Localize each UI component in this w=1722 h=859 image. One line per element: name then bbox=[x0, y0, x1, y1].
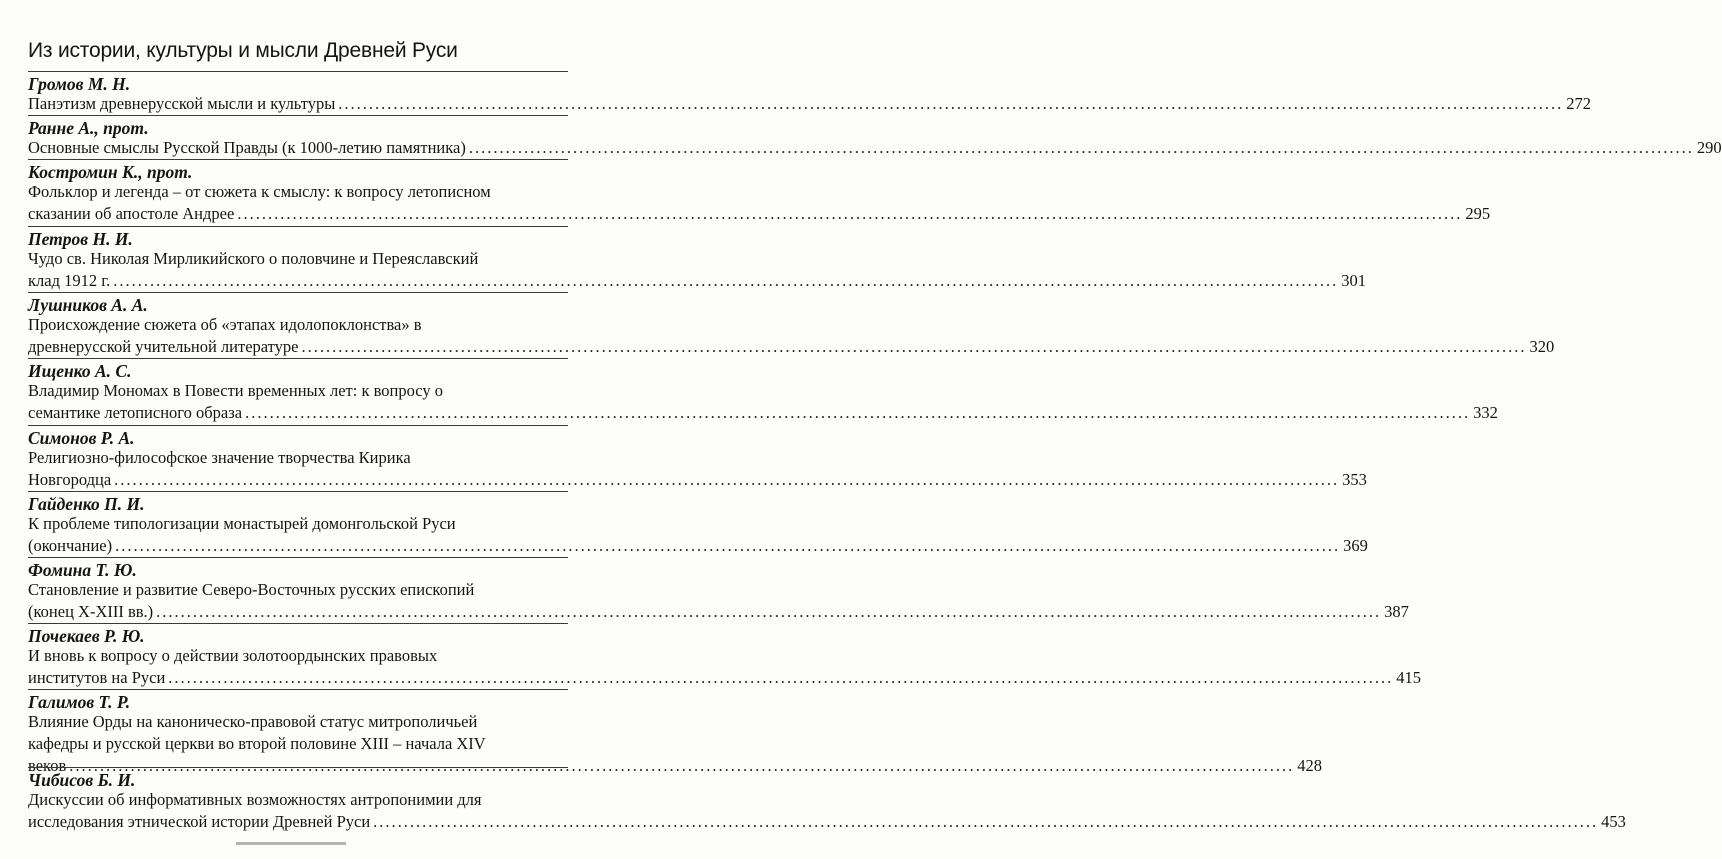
entry-title-line: Влияние Орды на каноническо-правовой статус митрополичьей bbox=[28, 712, 478, 731]
entry-author: Почекаев Р. Ю. bbox=[28, 626, 145, 646]
entry-divider bbox=[28, 491, 568, 492]
entry-title bbox=[28, 579, 1409, 623]
dot-leader: ........................................................................................................................................................................................................ bbox=[115, 536, 1341, 555]
dot-leader: ........................................................................................................................................................................................................ bbox=[338, 94, 1564, 113]
page-number: 353 bbox=[1342, 470, 1367, 489]
entry-title-last-line bbox=[28, 203, 1491, 225]
entry-title-line: Владимир Мономах в Повести временных лет: к вопросу о bbox=[28, 381, 444, 400]
dot-leader: ........................................................................................................................................................................................................ bbox=[468, 138, 1694, 157]
entry-title-line: Происхождение сюжета об «этапах идолопоклонства» в bbox=[28, 315, 422, 334]
entry-author: Костромин К., прот. bbox=[28, 162, 193, 182]
entry-title-line: Основные смыслы Русской Правды (к 1000-летию памятника) bbox=[28, 138, 466, 157]
entry-divider bbox=[28, 358, 568, 359]
entry-title-line: сказании об апостоле Андрее bbox=[28, 204, 235, 223]
cropped-footer-text bbox=[236, 842, 346, 852]
entry-title bbox=[28, 380, 1498, 424]
page-number: 453 bbox=[1601, 812, 1626, 831]
entry-author: Гайденко П. И. bbox=[28, 494, 145, 514]
entry-title-last-line bbox=[28, 811, 1626, 833]
entry-title-last-line bbox=[28, 535, 1368, 557]
entry-title bbox=[28, 447, 1367, 491]
entry-title-line: веков bbox=[28, 756, 67, 775]
entry-author: Симонов Р. А. bbox=[28, 428, 135, 448]
entry-author: Фомина Т. Ю. bbox=[28, 560, 137, 580]
page-number: 301 bbox=[1341, 271, 1367, 290]
entry-author: Ранне А., прот. bbox=[28, 118, 149, 138]
entry-title-line: Новгородца bbox=[28, 470, 112, 489]
entry-divider bbox=[28, 115, 568, 116]
entry-title-last-line bbox=[28, 469, 1367, 491]
entry-author: Чибисов Б. И. bbox=[28, 770, 136, 790]
entry-title-last-line bbox=[28, 336, 1555, 358]
entry-title bbox=[28, 93, 1592, 115]
entry-divider bbox=[28, 557, 568, 558]
entry-divider bbox=[28, 623, 568, 624]
dot-leader: ........................................................................................................................................................................................................ bbox=[168, 668, 1394, 687]
page-number: 272 bbox=[1566, 94, 1592, 113]
page-number: 369 bbox=[1343, 536, 1368, 555]
entry-title-last-line bbox=[28, 270, 1367, 292]
section-title: Из истории, культуры и мысли Древней Руси bbox=[28, 39, 458, 62]
entry-title-line: клад 1912 г. bbox=[28, 271, 111, 290]
entry-title-line: Панэтизм древнерусской мысли и культуры bbox=[28, 94, 336, 113]
entry-divider bbox=[28, 425, 568, 426]
entry-divider bbox=[28, 689, 568, 690]
page-number: 415 bbox=[1396, 668, 1422, 687]
entry-title-last-line bbox=[28, 601, 1409, 623]
entry-title-line: Чудо св. Николая Мирликийского о половчине и Переяславский bbox=[28, 249, 479, 268]
entry-title bbox=[28, 137, 1722, 159]
entry-title-line: Становление и развитие Северо-Восточных русских епископий bbox=[28, 580, 475, 599]
page-number: 320 bbox=[1529, 337, 1555, 356]
entry-author: Громов М. Н. bbox=[28, 74, 131, 94]
dot-leader: ........................................................................................................................................................................................................ bbox=[245, 403, 1471, 422]
entry-title-line: кафедры и русской церкви во второй половине XIII – начала XIV bbox=[28, 734, 486, 753]
dot-leader: ........................................................................................................................................................................................................ bbox=[301, 337, 1527, 356]
entry-divider bbox=[28, 71, 568, 72]
entry-divider bbox=[28, 767, 568, 768]
entry-title-line: институтов на Руси bbox=[28, 668, 166, 687]
entry-title-line: (окончание) bbox=[28, 536, 113, 555]
entry-title bbox=[28, 181, 1491, 225]
dot-leader: ........................................................................................................................................................................................................ bbox=[114, 470, 1340, 489]
entry-title-last-line bbox=[28, 402, 1498, 424]
dot-leader: ........................................................................................................................................................................................................ bbox=[156, 602, 1382, 621]
dot-leader: ........................................................................................................................................................................................................ bbox=[237, 204, 1463, 223]
entry-author: Галимов Т. Р. bbox=[28, 692, 131, 712]
entry-title-line: семантике летописного образа bbox=[28, 403, 243, 422]
entry-title-line: исследования этнической истории Древней Руси bbox=[28, 812, 371, 831]
entry-title-line: К проблеме типологизации монастырей домонгольской Руси bbox=[28, 514, 456, 533]
dot-leader: ........................................................................................................................................................................................................ bbox=[69, 756, 1295, 775]
page-number: 428 bbox=[1297, 756, 1322, 775]
entry-title-line: Религиозно-философское значение творчества Кирика bbox=[28, 448, 411, 467]
entry-title-line: Фольклор и легенда – от сюжета к смыслу: к вопросу летописном bbox=[28, 182, 491, 201]
entry-title bbox=[28, 645, 1422, 689]
page-number: 387 bbox=[1384, 602, 1409, 621]
entry-title bbox=[28, 789, 1626, 833]
entry-title-line: И вновь к вопросу о действии золотоордынских правовых bbox=[28, 646, 438, 665]
entry-author: Ищенко А. С. bbox=[28, 361, 132, 381]
page-number: 332 bbox=[1473, 403, 1498, 422]
page-number: 290 bbox=[1696, 138, 1722, 157]
entry-title-last-line bbox=[28, 93, 1592, 115]
entry-title-last-line bbox=[28, 667, 1422, 689]
entry-title-line: (конец X-XIII вв.) bbox=[28, 602, 154, 621]
entry-title bbox=[28, 513, 1368, 557]
entry-divider bbox=[28, 226, 568, 227]
entry-title bbox=[28, 248, 1367, 292]
entry-author: Лушников А. А. bbox=[28, 295, 148, 315]
entry-title-line: древнерусской учительной литературе bbox=[28, 337, 299, 356]
page-number: 295 bbox=[1465, 204, 1491, 223]
entry-divider bbox=[28, 159, 568, 160]
entry-title bbox=[28, 314, 1555, 358]
entry-divider bbox=[28, 292, 568, 293]
dot-leader: ........................................................................................................................................................................................................ bbox=[113, 271, 1339, 290]
entry-title-line: Дискуссии об информативных возможностях антропонимии для bbox=[28, 790, 482, 809]
dot-leader: ........................................................................................................................................................................................................ bbox=[373, 812, 1599, 831]
entry-author: Петров Н. И. bbox=[28, 229, 133, 249]
entry-title-last-line bbox=[28, 137, 1722, 159]
